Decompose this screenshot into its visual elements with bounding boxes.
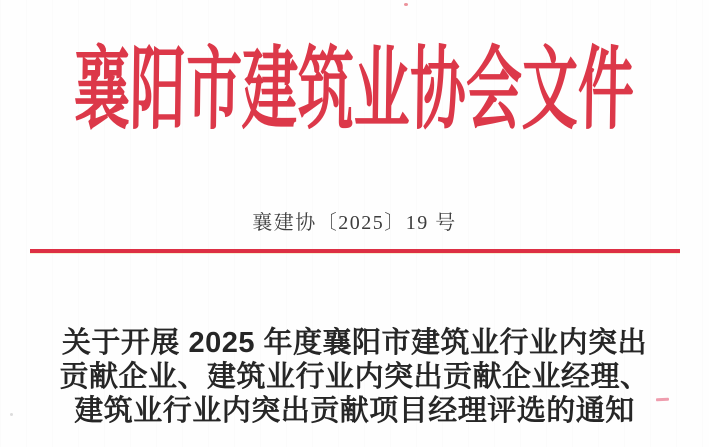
red-divider-line [30,249,680,253]
notice-title-line-1: 关于开展 2025 年度襄阳市建筑业行业内突出 [61,327,648,359]
scan-artifact-speck [404,3,408,6]
notice-title-line-3: 建筑业行业内突出贡献项目经理评选的通知 [74,395,635,427]
notice-title-line-2: 贡献企业、建筑业行业内突出贡献企业经理、 [59,361,650,393]
document-number: 襄建协〔2025〕19 号 [252,212,457,234]
association-header-title: 襄阳市建筑业协会文件 [73,41,635,142]
notice-title [0,326,709,428]
scan-artifact-speck [10,413,13,416]
